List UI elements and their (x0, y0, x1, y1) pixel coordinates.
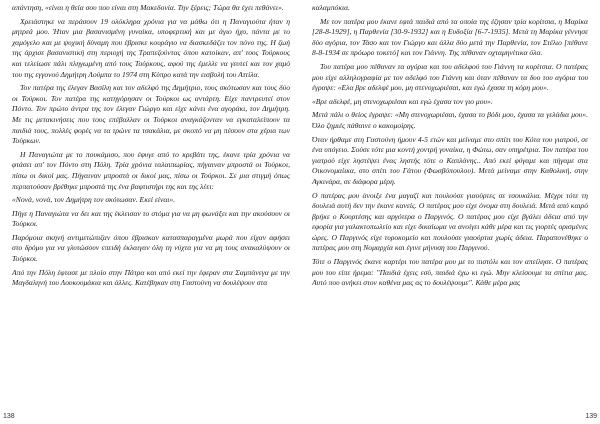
paragraph: Τον πατέρα της έλεγαν Βασίλη και τον αδελφό της Δημήτριο, τους σκότωσαν και τους δύο οι Τούρκοι. Τον πατέρα της κατηγόρησαν οι Τούρκοι ως αντάρτη. Είχε παντρευτεί στον Πόντο. Τον πρώτο άντρα της τον έλεγαν Γιώργο και είχε κάνει ένα αγοράκι, τον Δημήτρη. Με τις μετακινήσεις που τους επέβαλλαν οι Τούρκοι αναγκάζονταν να εγκαταλείπουν τα παιδιά τους, πολλές φορές να τα τρώνε τα τσακάλια, με σκοπό να μη πέσουν στα χέρια των Τούρκων. (12, 83, 290, 146)
paragraph: Τότε ο Παργινός έκανε καρτέρι του πατέρα μου με το πιστόλι και τον απείλησε. Ο πατέρας μου του είπε ήρεμα: "Παιδιά έχεις εσύ, παιδιά έχω κι εγώ. Μην κλείσουμε τα σπίτια μας. Αυτό που ανήκει στον καθένα μας ας το δουλέψουμε". Κάθε μέρα μας (312, 257, 588, 288)
right-page (300, 0, 600, 424)
paragraph: Η Παναγιώτα με το πουκάμισο, που έφυγε από το κρεβάτι της, έκανε τρία χρόνια να φτάσει απ' τον Πόντο στη Πόλη. Τρία χρόνια ταλαιπωρίας, πήγαιναν μπροστά οι Τούρκοι, πίσω οι δικοί μας. Πήγαιναν μπροστά οι δικοί μας, πίσω οι Τούρκοι. Σε μια στιγμή όπως περπατούσαν βρέθηκε μπροστά της ένα βαφτιστήρι της και της λέει: (12, 149, 290, 191)
paragraph: Παρόμοια σκηνή αντιμετώπιζαν όπου έβρισκαν κατασπαραγμένα μωρά που είχαν αφήσει στο δρόμο για να γλυτώσουν επειδή έκλαιγαν όλη τη νύχτα για να μη τους ανακαλύψουν οι Τούρκοι. (12, 232, 290, 264)
page-number-right: 139 (585, 413, 597, 420)
paragraph: Πήγε η Παναγιώτα να δει και της έκλεισαν το στόμα για να μη φωνάξει και την ακούσουν οι Τούρκοι. (12, 208, 290, 229)
paragraph: απάντηση, «είναι η θεία σου που είναι στη Μακεδονία. Την ξέρεις; Τώρα θα έχει πεθάνει». (12, 3, 284, 12)
quote-paragraph: «Νονά, νονά, τον Δημήτρη τον σκότωσαν. Εκεί είναι». (12, 195, 176, 205)
paragraph: Από την Πόλη έφτασε με πλοίο στην Πάτρα και από εκεί την έφεραν στα Σαμπάνεγα με την Μαγδαληνή του Λουκουμάκια και άλλες. Κατέβηκαν στη Γαστούνη να δουλέψουν στα (12, 267, 290, 288)
page-number-left: 138 (3, 413, 15, 420)
paragraph: Χρειάστηκε να περάσουν 19 ολόκληρα χρόνια για να μάθω ότι η Παναγιούτα ήταν η μητρεά μου. Ήταν μια βασανισμένη γυναίκα, υποφερτική και με άγιο ήχο, πάντα με το χαμόγελο και με ψυχική δύναμη που έβρισκε κουράγιο να διασκεδάζει τον πόνο της. Η ζωή της άρχισε βασανιστική στη περιοχή της Τραπεζούντας όπου κατοίκαν, απ' τους Τούρκους και τελείωσε πάλι πληγωμένη από τους Τούρκους, αφού της έμελλε να γευτεί και τον χαμό του της εγγονού Δημήτρη Λούμπα το 1974 στη Κύπρο κατά την εισβολή του Αττίλα. (12, 16, 290, 79)
paragraph: καλαμπόκια. (312, 3, 350, 12)
paragraph: Με τον πατέρα μου έκανε εφτά παιδιά από τα οποία της έζησαν τρία κορίτσια, η Μαρίκα [28-8-1929], η Παρθενία [30-9-1932] και η Ευδοξία [6-7-1935]. Μετά τη Μαρίκα γέννησε δύο αγόρια, τον Τάσο και τον Γιώργο και άλλα δύο μετά την Παρθενία, τον Στέλιο [πέθανε 8-8-1934 σε πρόωρο τοκετό] και τον Γιάννη. Της πέθαναν οχταμηνίτικα όλα. (312, 16, 588, 58)
paragraph: Όταν ήρθαμε στη Γαστούνη ήμουν 4-5 ετών και μείναμε στο σπίτι του Κότα του γιατρού, σε ένα υπόγειο. Σούσε τότε μια κοντή χοντρή γυναίκα, η Φώτω, σαν υπηρέτρια. Τον πατέρα του γιατρού είχε ληστέψει ένας ληστής τότε ο Καπλάνης.. Από εκεί φύγαμε και πήγαμε στα Οικονομαίικα, στο σπίτι του Γάτου (Φωσβόπουλου). Μετά μείναμε στην Καθολική, στην Αγκινάρα, σε διάφορα μέρη. (312, 134, 588, 186)
paragraph: Μετά πάλι ο θείος έγραψε: «Μη στενοχωριέσαι, έχασα το βόδι μου, έχασα τα γελάδια μου». Όλο ζημιές πάθαινε ο κακομοίρης. (312, 110, 588, 130)
quote-paragraph: «Βρε αδελφέ, μη στενοχωριέσαι και εγώ έχασα τον γιο μου». (312, 96, 493, 106)
paragraph: Ο πατέρας μου άνοιξε ένα μαγαζί και πουλούσε γιαούρτες σε τσουκάλια. Μέχρι τότε τη δουλειά αυτή δεν την έκανε κανείς. Ο πατέρας μου είχε όνομα στη δουλειά. Μετά από καιρό βρήκε ο Κουρτέσης και αργότερα ο Παργινός. Ο πατέρας μου είχε βγάλει άδεια από την εφορία για γαλακτοπωλείο και είχε δικαίωμα να ανοίγει κάθε μέρα και τις γιορτές ορισμένες ώρες. Ο Παργινός είχε τυροκομείο και πουλούσε γιαούρτια χωρίς άδεια. Παραπονέθηκε ο πατέρας μου στη Νομαρχία και έγινε μήνυση του Παργινού. (312, 190, 589, 253)
paragraph: Του πατέρα μου πέθαναν τα αγόρια και του αδελφού του Γιάννη τα κορίτσια. Ο πατέρας μου είχε αλληλογραφία με τον αδελφό του Γιάννη και όταν πέθαναν τα δυο του αγόρια του έγραψε: «Ελα βρε αδελφέ μου, μη στενοχωριέσαι, και εγώ έχασα τη κόρη μου». (312, 61, 588, 93)
